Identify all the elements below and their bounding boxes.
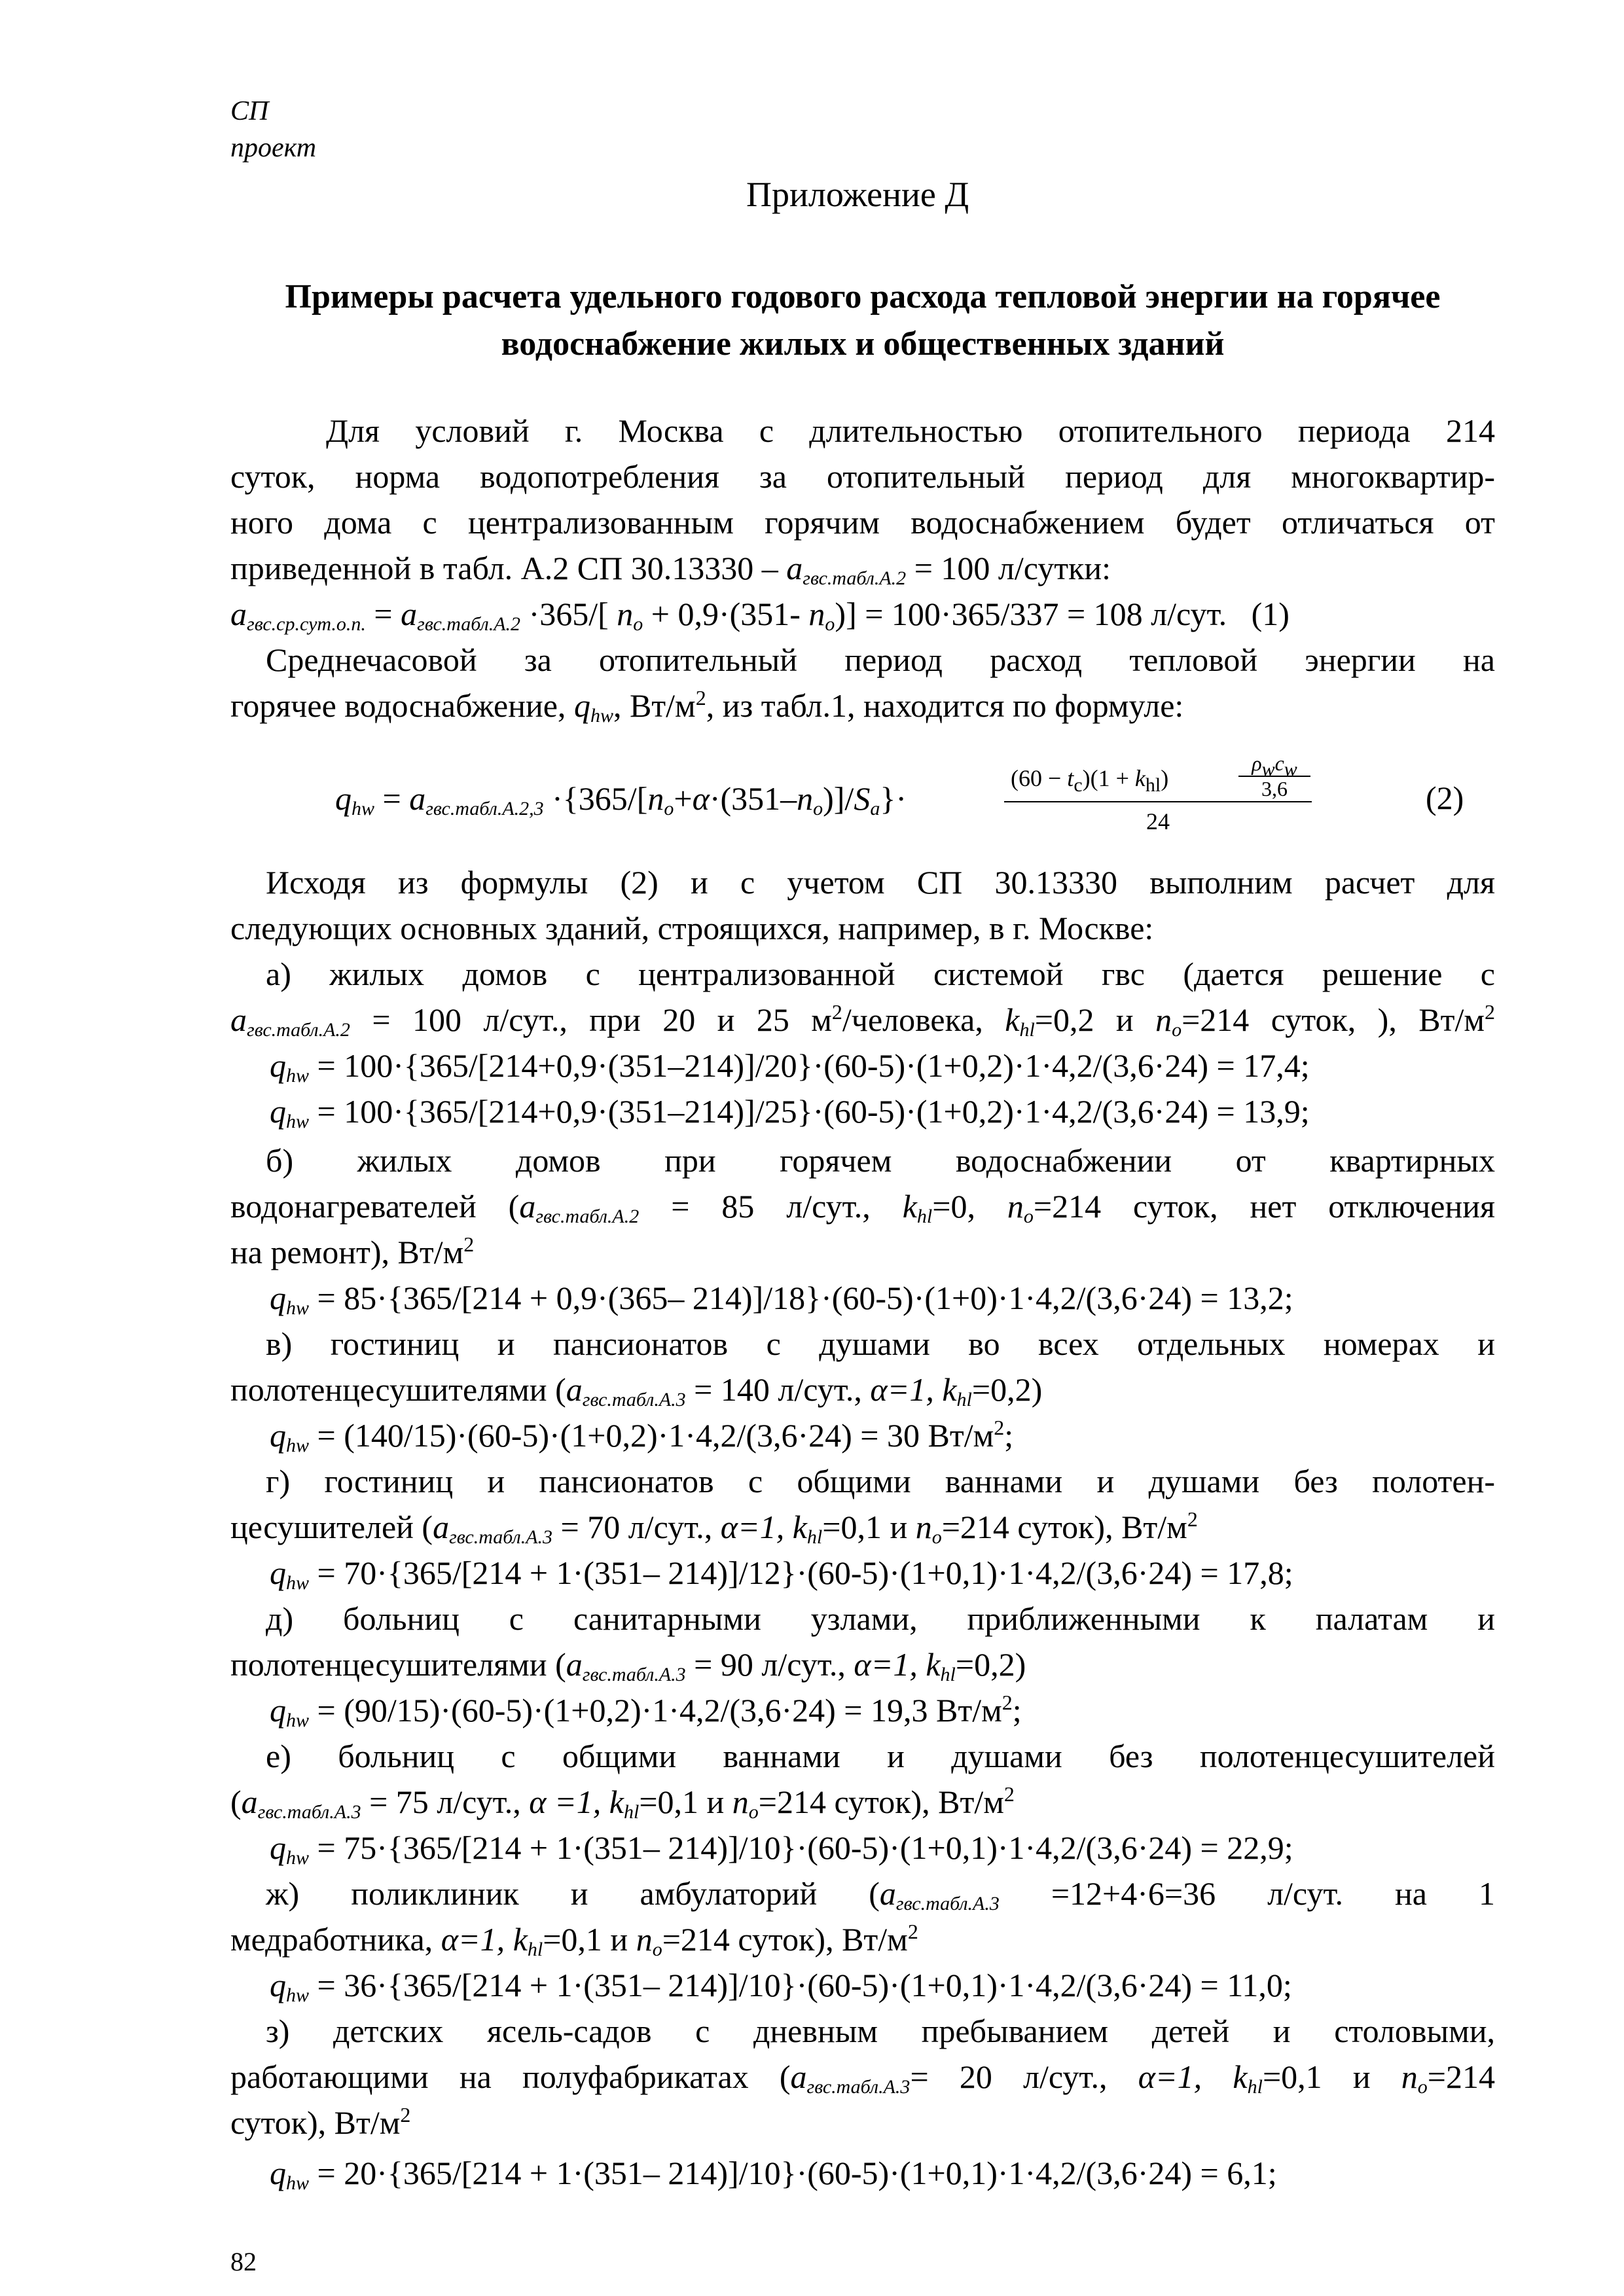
page-number: 82 [230, 2247, 257, 2276]
paragraph-line: следующих основных зданий, строящихся, например, в г. Москве: [230, 910, 1154, 946]
item-b-formula: $q_{hw} = 85\cdot\{365/[214 + 0,9\cdot(365-$ 214)]/18}·(60-5)·(1+0)·1·4,2/(3,6·24) = 13,2; [270, 1280, 1293, 1319]
intro-line: суток, норма водопотребления за отопительный период для многоквартир- [230, 458, 1495, 495]
item-g-line: г) гостиниц и пансионатов с общими ваннами и душами без полотен- [266, 1463, 1495, 1499]
item-e-line: ($a_{гвс.табл.А.3} = 75$ л/сут., α =1, $k_{hl}=0,1$ и $n_o=214$ суток), $Вт/м^2$ [230, 1782, 1015, 1823]
item-b-line: б) жилых домов при горячем водоснабжении от квартирных [266, 1142, 1495, 1179]
fraction-numerator: $(60 - t_c)(1 + k_{hl})$ [1011, 765, 1169, 796]
formula-2-fraction [1004, 751, 1312, 850]
item-d-line: д) больниц с санитарными узлами, приближенными к палатам и [266, 1600, 1495, 1637]
item-g-formula: $q_{hw} = 70\cdot\{365/[214 + 1\cdot(351-$ 214)]/12}·(60-5)·(1+0,1)·1·4,2/(3,6·24) = 17,8; [270, 1554, 1293, 1594]
item-e-line: е) больниц с общими ваннами и душами без полотенцесушителей [266, 1738, 1495, 1774]
section-title: Примеры расчета удельного годового расхода тепловой энергии на горячее водоснабжение жилых и общественных зданий [285, 278, 1441, 363]
item-z-line: суток), $Вт/м^2$ [230, 2103, 411, 2141]
paragraph-line: горячее водоснабжение, $q_{hw}$, $Вт/м^2$, из табл.1, находится по формуле: [230, 686, 1184, 726]
paragraph-line: Среднечасовой за отопительный период расход тепловой энергии на [266, 641, 1495, 678]
item-d-formula: $q_{hw} = (90/15)\cdot(60-5)\cdot(1+0,2)\cdot 1\cdot 4,2/(3,6\cdot 24) = 19,3$ $Вт/м^2$; [270, 1691, 1022, 1731]
intro-line: Для условий г. Москва с длительностью отопительного периода 214 [326, 412, 1495, 449]
item-b-line: на ремонт), $Вт/м^2$ [230, 1232, 475, 1270]
formula-1: $a_{гвс.ср.сут.о.п.} = a_{гвс.табл.А.2} \cdot 365/$[ $n_o + 0,9\cdot(351-$ $n_o)] = 100\cdot 365/337 = 108$ л/сут. (1) [230, 596, 1290, 635]
item-g-line: цесушителей ($a_{гвс.табл.А.3} = 70$ л/сут., α=1, $k_{hl}=0,1$ и $n_o=214$ суток), $Вт/м^2$ [230, 1507, 1198, 1548]
item-e-formula: $q_{hw} = 75\cdot\{365/[214 + 1\cdot(351-$ 214)]/10}·(60-5)·(1+0,1)·1·4,2/(3,6·24) = 22,9; [270, 1829, 1293, 1869]
item-zh-formula: $q_{hw} = 36\cdot\{365/[214 + 1\cdot(351-$ 214)]/10}·(60-5)·(1+0,1)·1·4,2/(3,6·24) = 11,0; [270, 1967, 1292, 2006]
item-z-line: работающими на полуфабрикатах ($a_{гвс.табл.А.3}= 20$ л/сут., α=1, $k_{hl}=0,1$ и $n_o=214$ [230, 2058, 1495, 2098]
item-zh-line: медработника, α=1, $k_{hl}=0,1$ и $n_o=214$ суток), $Вт/м^2$ [230, 1920, 918, 1960]
formula-2-number: (2) [1426, 780, 1464, 816]
item-a-formula: $q_{hw} = 100\cdot\{365/[214+0,9\cdot(351-214)]/20\}\cdot(60-5)\cdot(1+0,2)\cdot 1\cdot 4,2/(3,6\cdot 24) = 17,4$; [270, 1047, 1310, 1086]
header-sp: СП [230, 96, 269, 126]
item-a-line: $a_{гвс.табл.А.2} = 100$ л/сут., при 20 и 25 $м^2$/человека, $k_{hl}=0,2$ и $n_o=214$ суток, ), $Вт/м^2$ [230, 1000, 1495, 1041]
item-a-line: а) жилых домов с централизованной системой гвс (дается решение с [266, 956, 1495, 992]
formula-2: $q_{hw} = a_{гвс.табл.А.2,3} \cdot\{365/[n_o+\alpha\cdot(351-n_o)]/S_a\}\cdot$ [335, 780, 907, 819]
paragraph-line: Исходя из формулы (2) и с учетом СП 30.13330 выполним расчет для [266, 864, 1495, 901]
fraction-denominator: 24 [1146, 808, 1170, 834]
fraction-inner: $\rho_wc_w$ 3,6 [1238, 751, 1310, 801]
item-v-formula: $q_{hw} = (140/15)\cdot(60-5)\cdot(1+0,2)\cdot 1\cdot 4,2/(3,6\cdot 24) = 30$ $Вт/м^2$; [270, 1416, 1014, 1456]
item-z-line: з) детских ясель-садов с дневным пребыванием детей и столовыми, [266, 2013, 1495, 2049]
appendix-title: Приложение Д [746, 175, 969, 214]
item-zh-line: ж) поликлиник и амбулаторий ($a_{гвс.табл.А.3} =12+4\cdot 6=36$ л/сут. на 1 [266, 1875, 1495, 1914]
item-v-line: в) гостиниц и пансионатов с душами во всех отдельных номерах и [266, 1325, 1495, 1362]
item-v-line: полотенцесушителями ($a_{гвс.табл.А.3} = 140$ л/сут., α=1, $k_{hl}=0,2$) [230, 1371, 1043, 1410]
intro-line: приведенной в табл. А.2 СП $30.13330 - a_{гвс.табл.А.2} = 100$ л/сутки: [230, 550, 1111, 589]
formula-1-number: (1) [1251, 596, 1290, 632]
item-b-line: водонагревателей ($a_{гвс.табл.А.2} = 85$ л/сут., $k_{hl}=0$, $n_o=214$ суток, нет отключения [230, 1188, 1495, 1227]
item-d-line: полотенцесушителями ($a_{гвс.табл.А.3} = 90$ л/сут., α=1, $k_{hl}=0,2$) [230, 1646, 1026, 1685]
item-a-formula: $q_{hw} = 100\cdot\{365/[214+0,9\cdot(351-214)]/25\}\cdot(60-5)\cdot(1+0,2)\cdot 1\cdot 4,2/(3,6\cdot 24) = 13,9$; [270, 1093, 1310, 1132]
fraction-bar [1004, 801, 1312, 802]
item-z-formula: $q_{hw} = 20\cdot\{365/[214 + 1\cdot(351-$ 214)]/10}·(60-5)·(1+0,1)·1·4,2/(3,6·24) = 6,1; [270, 2155, 1277, 2194]
header-project: проект [230, 133, 317, 163]
intro-line: ного дома с централизованным горячим водоснабжением будет отличаться от [230, 504, 1495, 541]
